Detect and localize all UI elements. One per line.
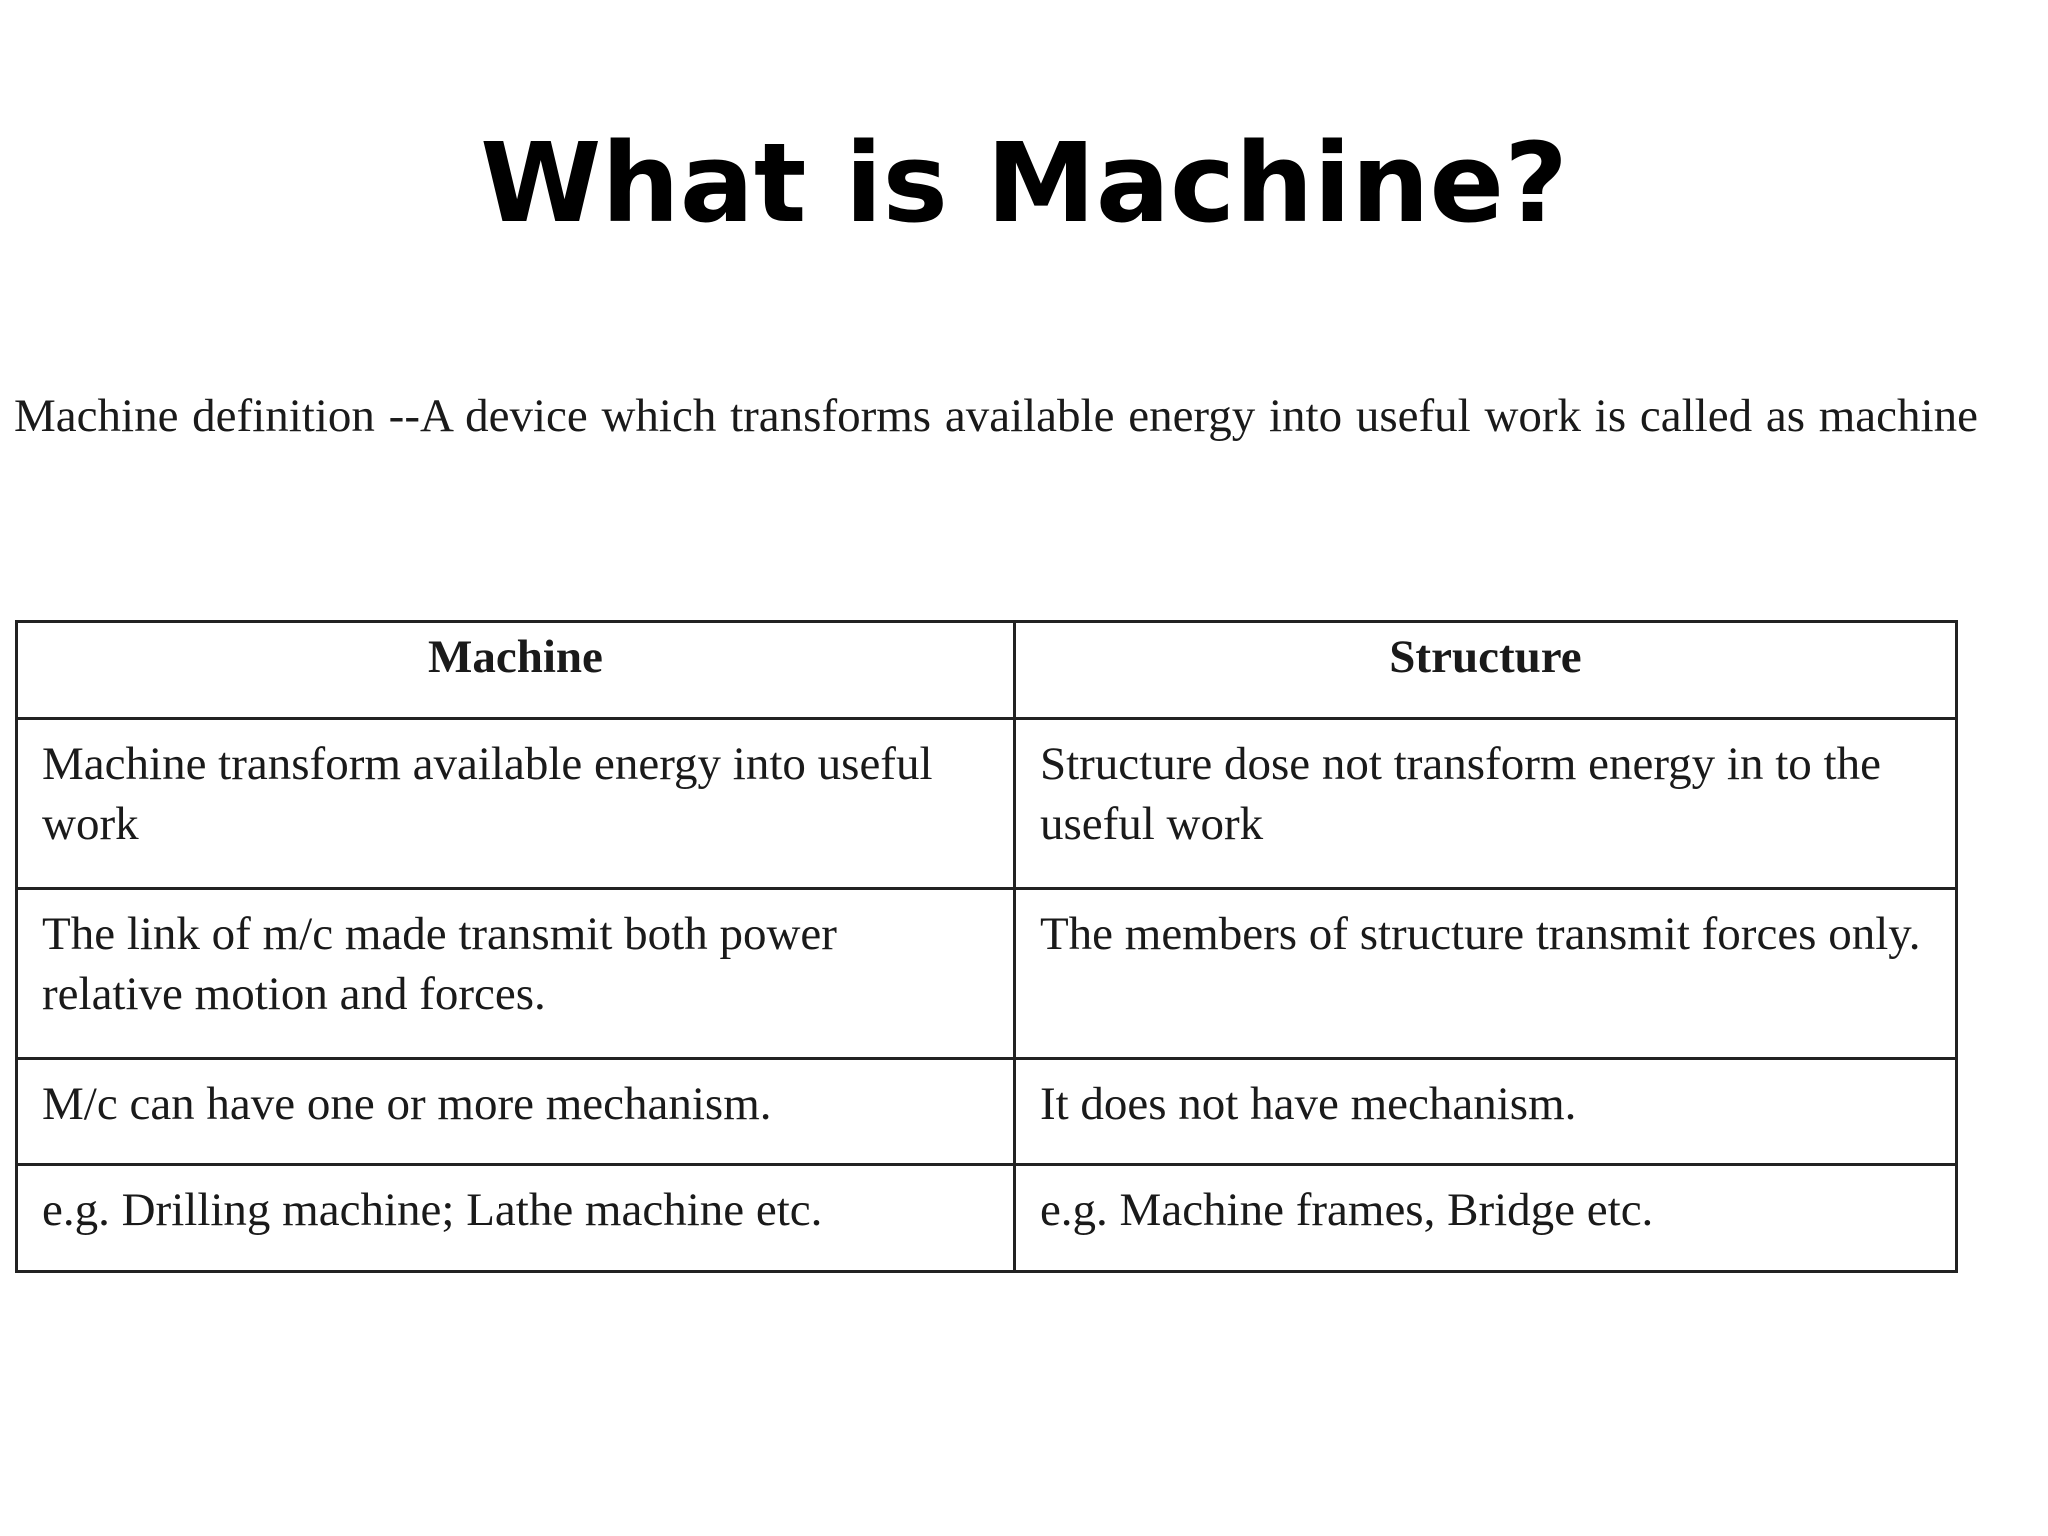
- machine-definition: Machine definition --A device which transforms available energy into useful work is called as machine: [14, 390, 1978, 442]
- machine-cell: Machine transform available energy into useful work: [17, 719, 1015, 889]
- header-structure: Structure: [1014, 622, 1956, 719]
- comparison-table: [15, 620, 1958, 1273]
- structure-cell: The members of structure transmit forces only.: [1014, 889, 1956, 1059]
- table-row: [17, 889, 1957, 1059]
- table-row: [17, 719, 1957, 889]
- machine-cell: The link of m/c made transmit both power relative motion and forces.: [17, 889, 1015, 1059]
- table-row: [17, 1165, 1957, 1272]
- structure-cell: Structure dose not transform energy in to the useful work: [1014, 719, 1956, 889]
- table-header-row: [17, 622, 1957, 719]
- slide-title: What is Machine?: [480, 119, 1568, 247]
- structure-cell: e.g. Machine frames, Bridge etc.: [1014, 1165, 1956, 1272]
- machine-cell: M/c can have one or more mechanism.: [17, 1059, 1015, 1165]
- table-row: [17, 1059, 1957, 1165]
- structure-cell: It does not have mechanism.: [1014, 1059, 1956, 1165]
- header-machine: Machine: [17, 622, 1015, 719]
- machine-cell: e.g. Drilling machine; Lathe machine etc.: [17, 1165, 1015, 1272]
